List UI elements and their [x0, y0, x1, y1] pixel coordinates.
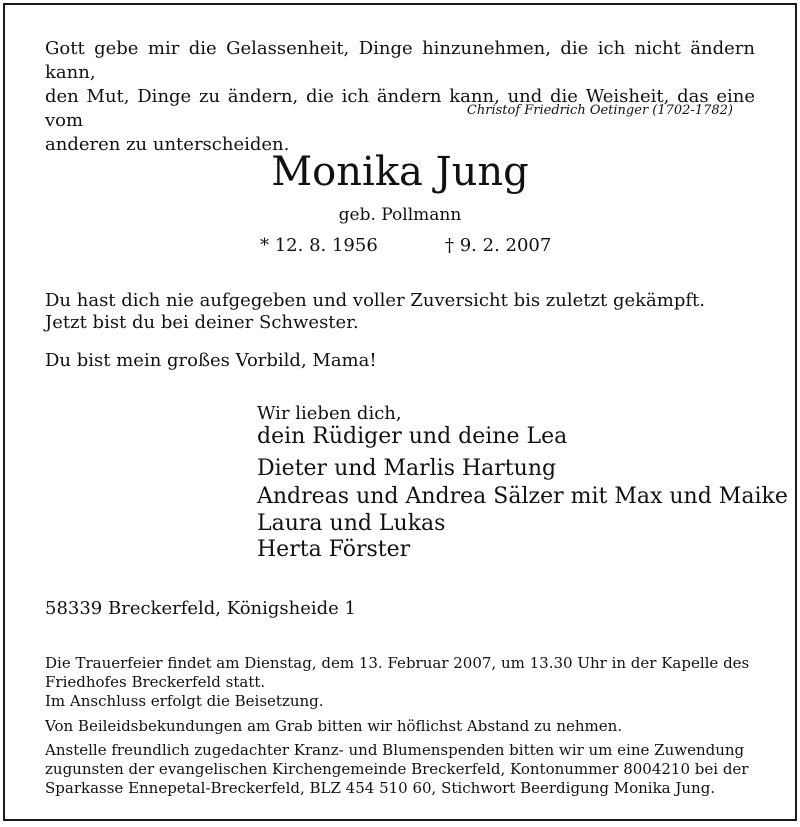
funeral-line: Im Anschluss erfolgt die Beisetzung.: [45, 692, 324, 710]
condolence-note: Von Beileidsbekundungen am Grab bitten wir höflichst Abstand zu nehmen.: [45, 717, 623, 735]
maiden-name: geb. Pollmann: [338, 205, 462, 225]
message-line: Jetzt bist du bei deiner Schwester.: [45, 312, 359, 333]
deceased-name: Monika Jung: [271, 149, 529, 195]
donation-line: Sparkasse Ennepetal-Breckerfeld, BLZ 454 510 60, Stichwort Beerdigung Monika Jung.: [45, 779, 716, 797]
quote-line: den Mut, Dinge zu ändern, die ich ändern kann, und die Weisheit, das eine vom: [45, 86, 755, 131]
signature-name: Andreas und Andrea Sälzer mit Max und Maike: [257, 484, 788, 509]
donation-info: [45, 741, 755, 798]
donation-line: Anstelle freundlich zugedachter Kranz- und Blumenspenden bitten wir um eine Zuwendung: [45, 741, 745, 759]
death-date: † 9. 2. 2007: [445, 235, 552, 256]
quote-line: Gott gebe mir die Gelassenheit, Dinge hinzunehmen, die ich nicht ändern kann,: [45, 38, 755, 83]
signature-name: dein Rüdiger und deine Lea: [257, 424, 568, 449]
family-address: 58339 Breckerfeld, Königsheide 1: [45, 598, 357, 619]
message-line: Du hast dich nie aufgegeben und voller Zuversicht bis zuletzt gekämpft.: [45, 290, 705, 311]
signature-name: Herta Förster: [257, 537, 411, 562]
donation-line: zugunsten der evangelischen Kirchengemeinde Breckerfeld, Kontonummer 8004210 bei der: [45, 760, 749, 778]
obituary-notice: [3, 3, 797, 821]
signature-intro: Wir lieben dich,: [257, 403, 402, 424]
birth-date: * 12. 8. 1956: [260, 235, 378, 256]
quote-line: anderen zu unterscheiden.: [45, 134, 290, 155]
signature-name: Dieter und Marlis Hartung: [257, 456, 557, 481]
funeral-line: Die Trauerfeier findet am Dienstag, dem 13. Februar 2007, um 13.30 Uhr in der Kapelle des: [45, 654, 750, 672]
opening-quote: [45, 37, 755, 157]
quote-author: Christof Friedrich Oetinger (1702-1782): [466, 103, 733, 118]
signature-name: Laura und Lukas: [257, 511, 446, 536]
message-line: Du bist mein großes Vorbild, Mama!: [45, 350, 377, 371]
funeral-info: [45, 654, 755, 711]
funeral-line: Friedhofes Breckerfeld statt.: [45, 673, 266, 691]
